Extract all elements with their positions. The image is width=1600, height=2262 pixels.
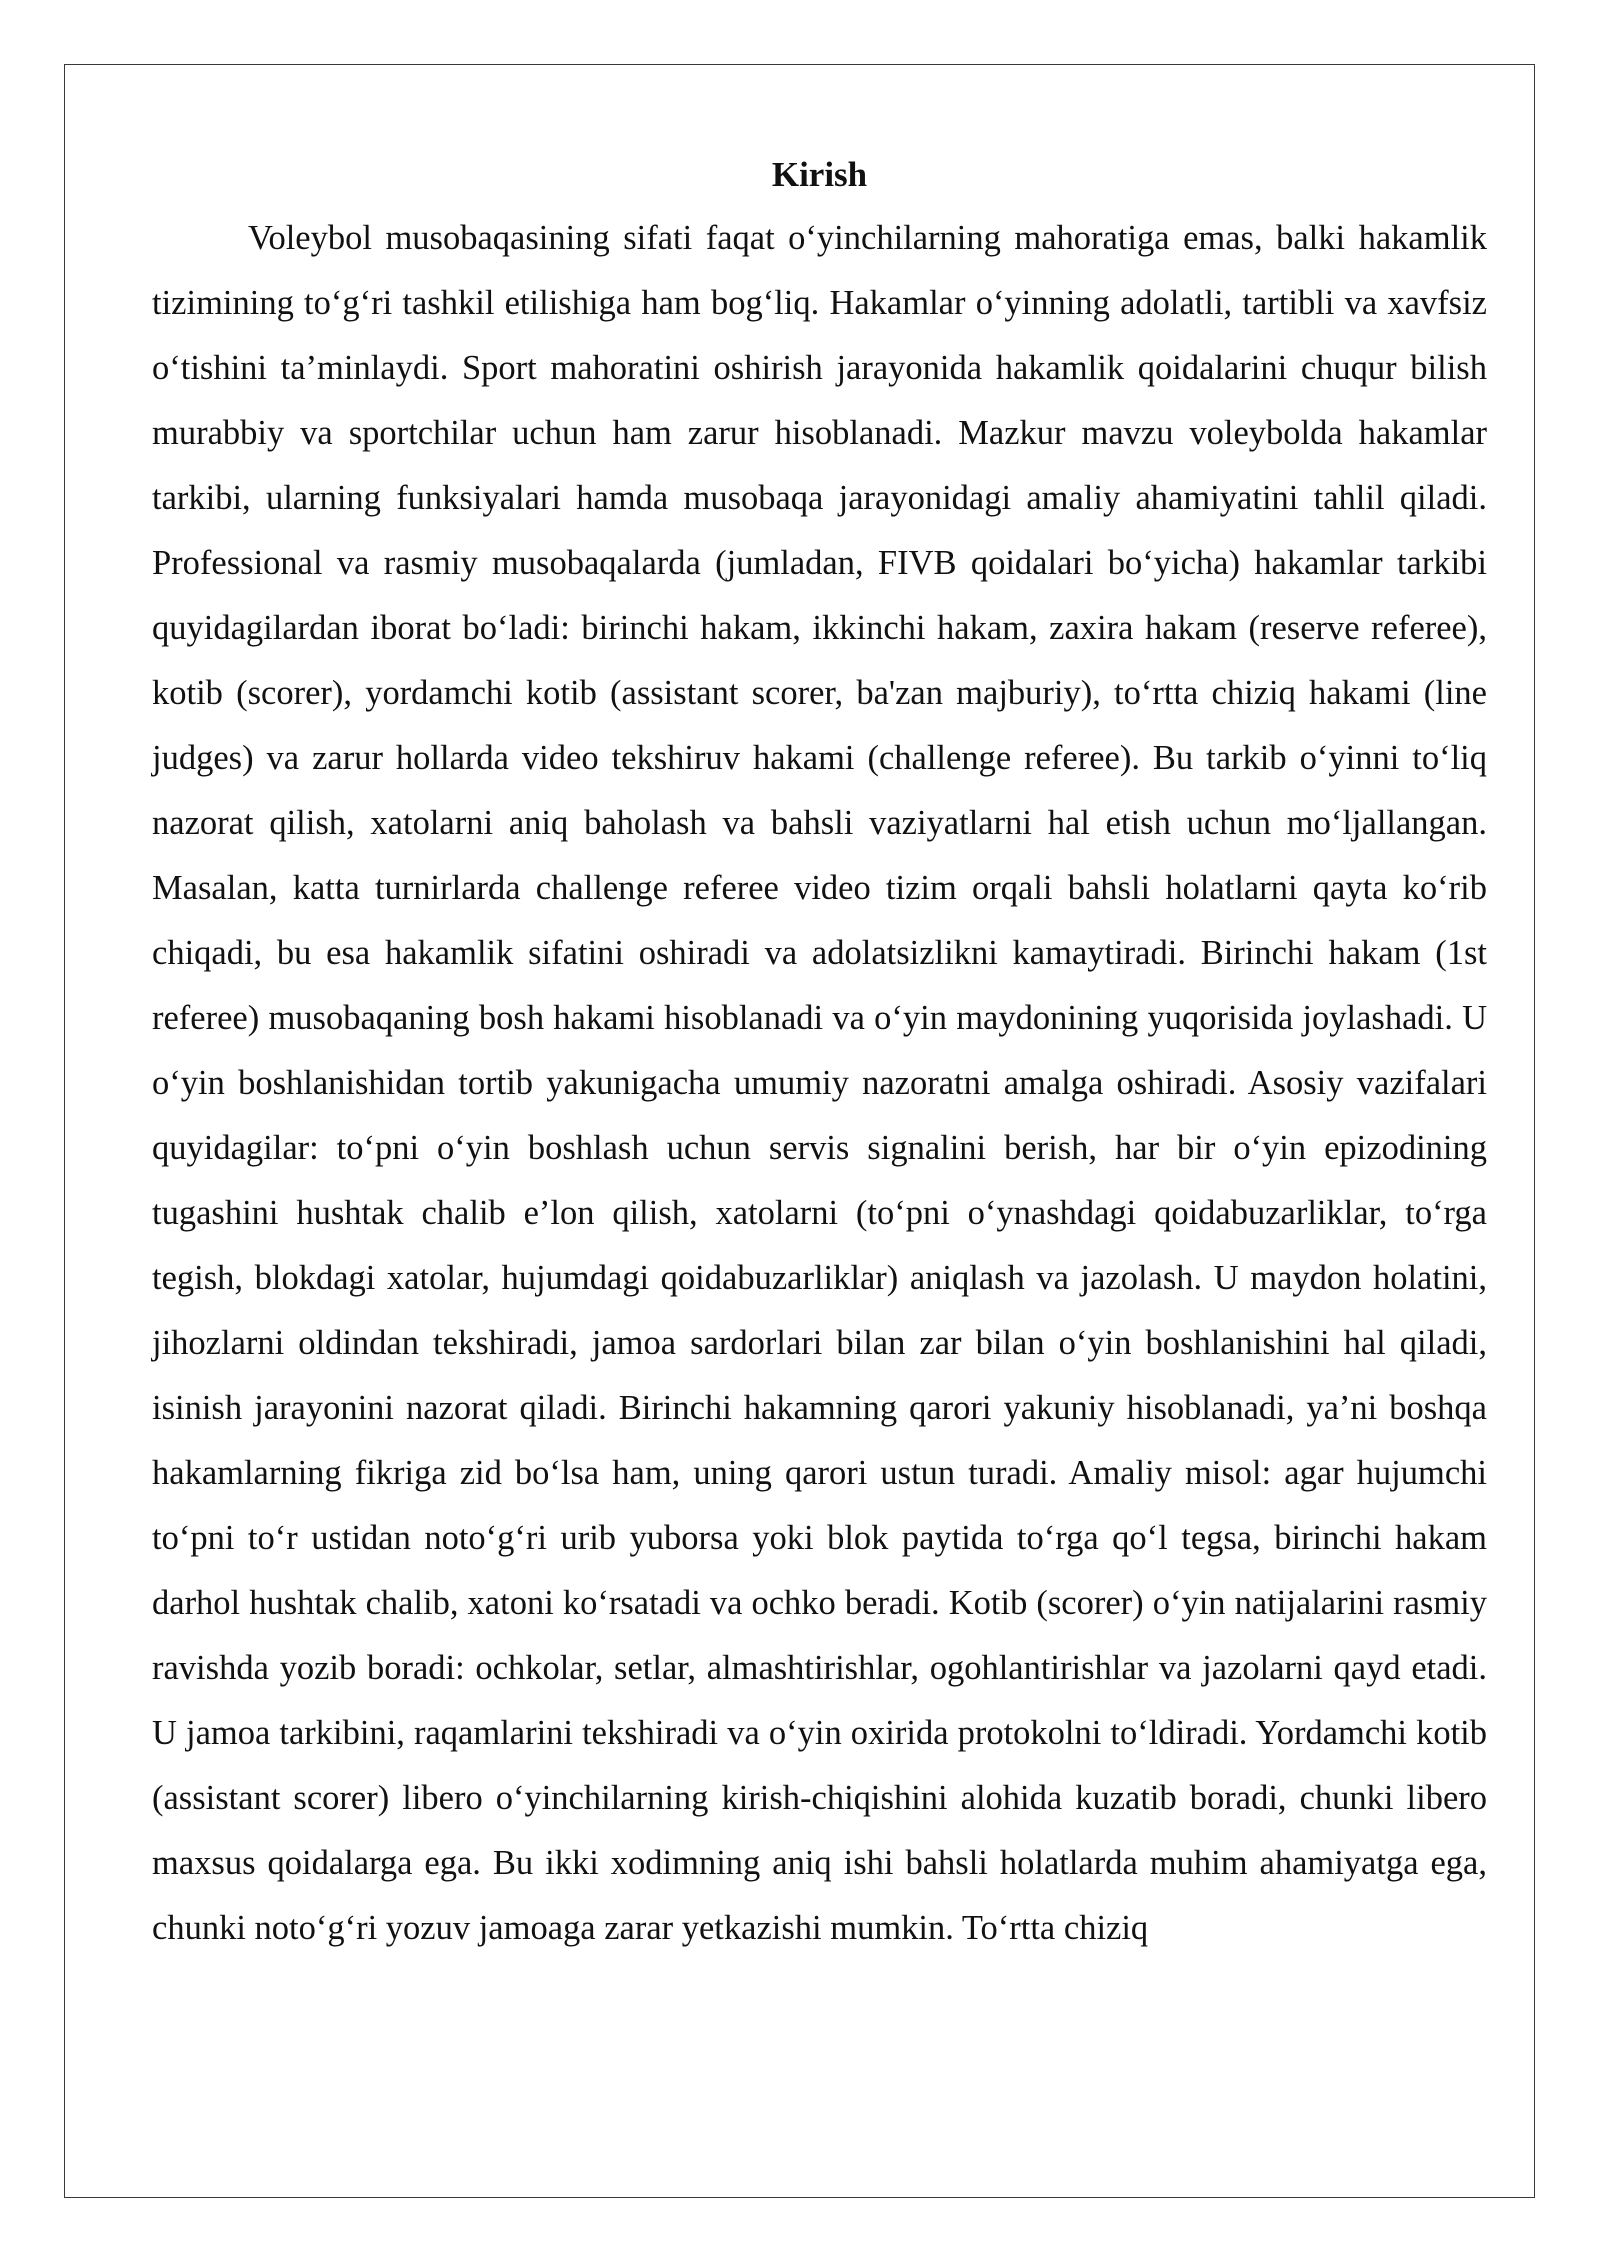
document-content (152, 150, 1487, 1961)
body-paragraph: Voleybol musobaqasining sifati faqat o‘yinchilarning mahoratiga emas, balki hakamlik tizimining to‘g‘ri tashkil etilishiga ham bog‘liq. Hakamlar o‘yinning adolatli, tartibli va xavfsiz o‘tishini ta’minlaydi. Sport mahoratini oshirish jarayonida hakamlik qoidalarini chuqur bilish murabbiy va sportchilar uchun ham zarur hisoblanadi. Mazkur mavzu voleybolda hakamlar tarkibi, ularning funksiyalari hamda musobaqa jarayonidagi amaliy ahamiyatini tahlil qiladi. Professional va rasmiy musobaqalarda (jumladan, FIVB qoidalari bo‘yicha) hakamlar tarkibi quyidagilardan iborat bo‘ladi: birinchi hakam, ikkinchi hakam, zaxira hakam (reserve referee), kotib (scorer), yordamchi kotib (assistant scorer, ba'zan majburiy), to‘rtta chiziq hakami (line judges) va zarur hollarda video tekshiruv hakami (challenge referee). Bu tarkib o‘yinni to‘liq nazorat qilish, xatolarni aniq baholash va bahsli vaziyatlarni hal etish uchun mo‘ljallangan. Masalan, katta turnirlarda challenge referee video tizim orqali bahsli holatlarni qayta ko‘rib chiqadi, bu esa hakamlik sifatini oshiradi va adolatsizlikni kamaytiradi. Birinchi hakam (1st referee) musobaqaning bosh hakami hisoblanadi va o‘yin maydonining yuqorisida joylashadi. U o‘yin boshlanishidan tortib yakunigacha umumiy nazoratni amalga oshiradi. Asosiy vazifalari quyidagilar: to‘pni o‘yin boshlash uchun servis signalini berish, har bir o‘yin epizodining tugashini hushtak chalib e’lon qilish, xatolarni (to‘pni o‘ynashdagi qoidabuzarliklar, to‘rga tegish, blokdagi xatolar, hujumdagi qoidabuzarliklar) aniqlash va jazolash. U maydon holatini, jihozlarni oldindan tekshiradi, jamoa sardorlari bilan zar bilan o‘yin boshlanishini hal qiladi, isinish jarayonini nazorat qiladi. Birinchi hakamning qarori yakuniy hisoblanadi, ya’ni boshqa hakamlarning fikriga zid bo‘lsa ham, uning qarori ustun turadi. Amaliy misol: agar hujumchi to‘pni to‘r ustidan noto‘g‘ri urib yuborsa yoki blok paytida to‘rga qo‘l tegsa, birinchi hakam darhol hushtak chalib, xatoni ko‘rsatadi va ochko beradi. Kotib (scorer) o‘yin natijalarini rasmiy ravishda yozib boradi: ochkolar, setlar, almashtirishlar, ogohlantirishlar va jazolarni qayd etadi. U jamoa tarkibini, raqamlarini tekshiradi va o‘yin oxirida protokolni to‘ldiradi. Yordamchi kotib (assistant scorer) libero o‘yinchilarning kirish-chiqishini alohida kuzatib boradi, chunki libero maxsus qoidalarga ega. Bu ikki xodimning aniq ishi bahsli holatlarda muhim ahamiyatga ega, chunki noto‘g‘ri yozuv jamoaga zarar yetkazishi mumkin. To‘rtta chiziq (152, 219, 1487, 1947)
document-title: Kirish (771, 155, 868, 194)
